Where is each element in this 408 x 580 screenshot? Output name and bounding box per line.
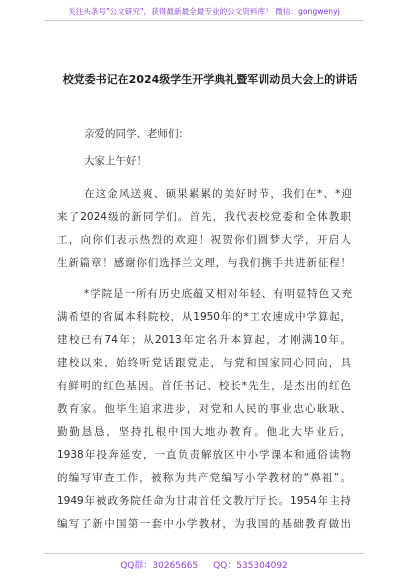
footer-qq: QQ：535304092 bbox=[213, 561, 288, 571]
body-line: 在这金风送爽、硕果累累的美好时节，我们在*、*迎 bbox=[84, 188, 352, 200]
header-banner: 关注头条号"公文研究"，获得最新最全最专业的公文资料库！ 微信：gongwenyj bbox=[68, 7, 340, 16]
body-line: 有鲜明的红色基因。首任书记、校长*先生，是杰出的红色 bbox=[57, 380, 351, 392]
salutation-line: 大家上午好！ bbox=[84, 155, 147, 167]
document-title: 校党委书记在2024级学生开学典礼暨军训动员大会上的讲话 bbox=[62, 73, 358, 86]
header-divider bbox=[44, 20, 364, 21]
body-line: 教育家。他毕生追求进步，对党和人民的事业忠心耿耿、 bbox=[57, 403, 351, 415]
body-line: 编写了新中国第一套中小学教材，为我国的基础教育做出 bbox=[57, 518, 351, 530]
body-line: 生新篇章！感谢你们选择兰文理，与我们携手共进新征程！ bbox=[57, 257, 351, 269]
body-line: 1949年被政务院任命为甘肃首任文教厅厅长。1954年主持 bbox=[57, 495, 351, 507]
footer-qq-group: QQ群：30265665 bbox=[120, 561, 199, 571]
body-line: 建校已有74年；从2013年定名升本算起，才刚满10年。 bbox=[57, 334, 351, 346]
body-line: *学院是一所有历史底蕴又相对年轻、有明显特色又充 bbox=[84, 288, 352, 300]
body-line: 的编写审查工作，被称为共产党编写小学教材的“鼻祖”。 bbox=[57, 472, 351, 484]
footer-divider bbox=[44, 553, 364, 554]
body-line: 来了2024级的新同学们。首先，我代表校党委和全体教职 bbox=[57, 211, 351, 223]
footer-contacts bbox=[0, 558, 408, 571]
body-line: 建校以来，始终听党话跟党走，与党和国家同心同向，具 bbox=[57, 357, 351, 369]
body-line: 工，向你们表示热烈的欢迎！祝贺你们圆梦大学，开启人 bbox=[57, 234, 351, 246]
body-line: 勤勤恳恳，坚持扎根中国大地办教育。他北大毕业后， bbox=[57, 426, 351, 438]
body-line: 满希望的省属本科院校，从1950年的*工农速成中学算起， bbox=[57, 311, 351, 323]
body-line: 1938年投奔延安，一直负责解放区中小学课本和通俗读物 bbox=[57, 449, 351, 461]
greeting-line: 亲爱的同学、老师们： bbox=[84, 128, 189, 140]
